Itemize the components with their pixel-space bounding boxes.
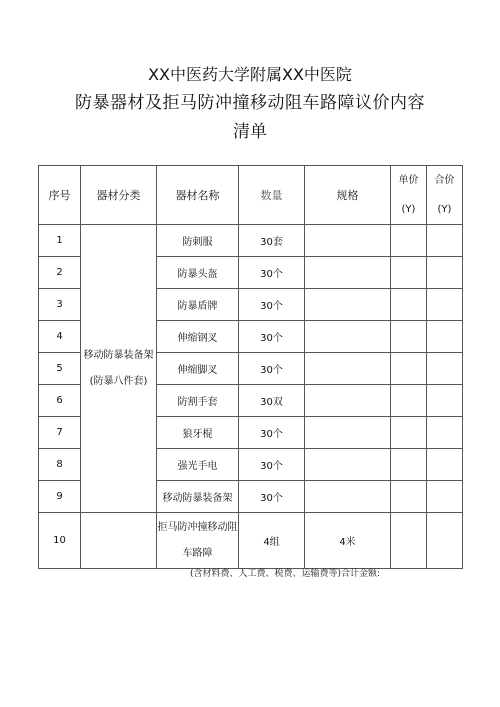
row-name: 防割手套	[157, 385, 239, 417]
row-spec	[305, 225, 391, 257]
row-unit-price	[391, 385, 427, 417]
row-name: 伸缩钢叉	[157, 321, 239, 353]
row-name: 伸缩脚叉	[157, 353, 239, 385]
row-total-price	[427, 513, 463, 569]
row-no: 6	[39, 385, 81, 417]
table-row	[39, 225, 463, 257]
header-name: 器材名称	[157, 166, 239, 225]
row-name: 防暴头盔	[157, 257, 239, 289]
row-name: 防暴盾牌	[157, 289, 239, 321]
row-spec: 4米	[305, 513, 391, 569]
row-name: 拒马防冲撞移动阻车路障	[157, 513, 239, 569]
row-unit-price	[391, 513, 427, 569]
row-spec	[305, 353, 391, 385]
header-unit-price	[391, 166, 427, 225]
row-spec	[305, 417, 391, 449]
document-title: 防暴器材及拒马防冲撞移动阻车路障议价内容	[75, 93, 425, 113]
header-total-price	[427, 166, 463, 225]
row-unit-price	[391, 481, 427, 513]
row-spec	[305, 481, 391, 513]
row-name: 防刺服	[157, 225, 239, 257]
row-qty: 30个	[239, 449, 305, 481]
row-name: 强光手电	[157, 449, 239, 481]
row-qty: 30个	[239, 289, 305, 321]
row-unit-price	[391, 321, 427, 353]
row-name: 移动防暴装备架	[157, 481, 239, 513]
row-spec	[305, 257, 391, 289]
row-total-price	[427, 449, 463, 481]
header-spec: 规格	[305, 166, 391, 225]
row-qty: 4组	[239, 513, 305, 569]
row-spec	[305, 321, 391, 353]
hospital-title: XX中医药大学附属XX中医院	[148, 65, 352, 84]
row-total-price	[427, 481, 463, 513]
row-no: 4	[39, 321, 81, 353]
row-no: 1	[39, 225, 81, 257]
row-qty: 30个	[239, 257, 305, 289]
header-total-price-unit: (Y)	[437, 204, 452, 215]
table-header-row	[39, 166, 463, 225]
row-no: 10	[39, 513, 81, 569]
header-category: 器材分类	[81, 166, 157, 225]
row-spec	[305, 449, 391, 481]
row-total-price	[427, 417, 463, 449]
row-spec	[305, 385, 391, 417]
row-total-price	[427, 321, 463, 353]
row-qty: 30个	[239, 417, 305, 449]
row-total-price	[427, 257, 463, 289]
row-unit-price	[391, 257, 427, 289]
row-qty: 30个	[239, 353, 305, 385]
header-no: 序号	[39, 166, 81, 225]
document-title-suffix: 清单	[233, 122, 267, 142]
row-no: 9	[39, 481, 81, 513]
row-no: 3	[39, 289, 81, 321]
row-name: 狼牙棍	[157, 417, 239, 449]
table-row	[39, 513, 463, 569]
row-unit-price	[391, 289, 427, 321]
total-amount-label: (含材料费、人工费、税费、运输费等)合计金额:	[190, 569, 381, 579]
row-unit-price	[391, 417, 427, 449]
category-cell: 移动防暴装备架(防暴八件套)	[81, 225, 157, 513]
row-unit-price	[391, 353, 427, 385]
pricing-table	[38, 165, 463, 569]
header-total-price-label: 合价	[434, 175, 455, 186]
row-qty: 30个	[239, 321, 305, 353]
row-spec	[305, 289, 391, 321]
row-no: 8	[39, 449, 81, 481]
row-no: 5	[39, 353, 81, 385]
header-unit-price-label: 单价	[398, 175, 419, 186]
row-unit-price	[391, 449, 427, 481]
header-unit-price-unit: (Y)	[401, 204, 416, 215]
row-total-price	[427, 289, 463, 321]
header-qty: 数量	[239, 166, 305, 225]
row-total-price	[427, 225, 463, 257]
row-qty: 30双	[239, 385, 305, 417]
row-unit-price	[391, 225, 427, 257]
row-qty: 30套	[239, 225, 305, 257]
row-category	[81, 513, 157, 569]
row-total-price	[427, 353, 463, 385]
row-no: 7	[39, 417, 81, 449]
row-qty: 30个	[239, 481, 305, 513]
row-total-price	[427, 385, 463, 417]
row-no: 2	[39, 257, 81, 289]
